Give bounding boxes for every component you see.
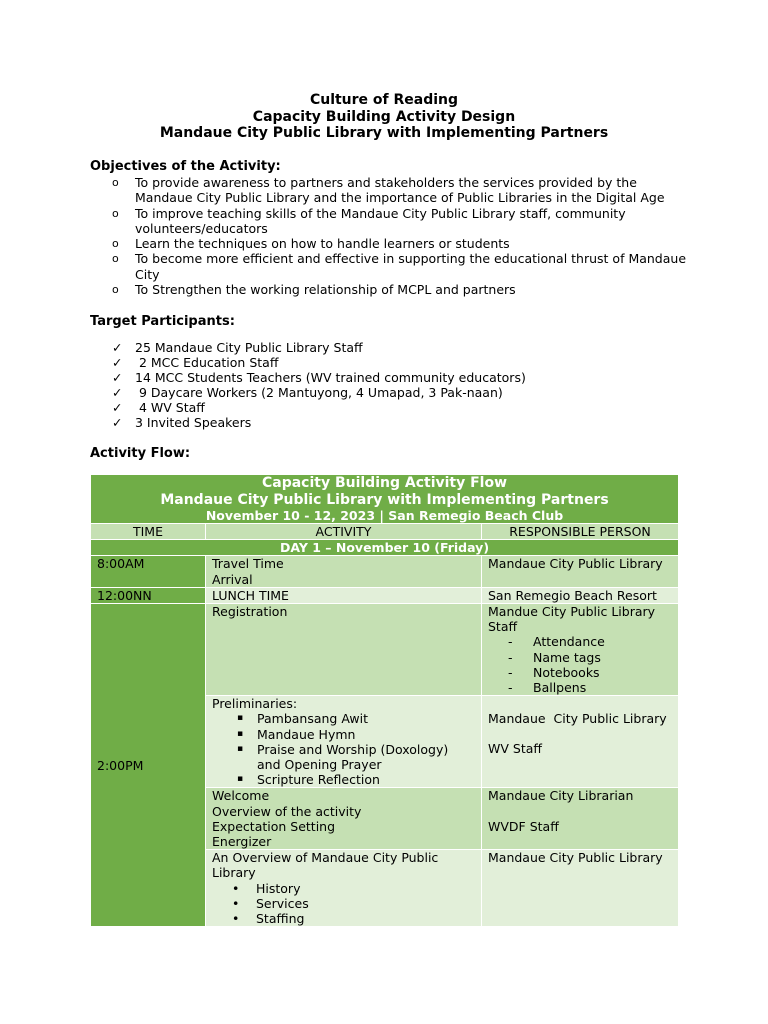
table-row: [91, 604, 679, 696]
table-header-subtitle: Mandaue City Public Library with Implementing Partners: [160, 491, 609, 508]
objectives-heading: Objectives of the Activity:: [90, 159, 281, 174]
list-item: - Attendance: [508, 634, 605, 650]
list-item: ✓ 25 Mandaue City Public Library Staff: [112, 340, 363, 355]
objectives-list: [90, 175, 690, 297]
column-header-activity: ACTIVITY: [206, 524, 482, 540]
list-item: • History: [232, 880, 301, 896]
bullet-marker: o: [112, 283, 119, 297]
column-header-time: TIME: [91, 524, 206, 540]
list-item: ✓ 14 MCC Students Teachers (WV trained community educators): [112, 370, 526, 386]
list-item: ▪ Praise and Worship (Doxology) and Opening Prayer: [237, 741, 449, 773]
activity-cell: Travel Time Arrival: [206, 556, 482, 587]
time-cell: 12:00NN: [91, 587, 206, 603]
list-item: ✓ 2 MCC Education Staff: [112, 355, 279, 371]
list-item: - Notebooks: [508, 664, 600, 680]
table-header: [91, 475, 679, 524]
list-item: ▪ Pambansang Awit: [237, 711, 368, 727]
bullet-marker: o: [112, 176, 119, 189]
table-row: [91, 587, 679, 603]
day-row: [91, 540, 679, 556]
person-cell: Mandaue City Public Library: [482, 850, 679, 927]
person-cell: San Remegio Beach Resort: [482, 587, 679, 603]
person-cell: Mandaue City Public Library WV Staff: [482, 696, 679, 788]
check-icon: ✓: [112, 355, 123, 371]
person-sublist: [488, 634, 672, 695]
time-cell: 2:00PM: [91, 604, 206, 927]
day-label: DAY 1 – November 10 (Friday): [91, 540, 679, 556]
check-icon: ✓: [112, 400, 123, 416]
activity-cell: Welcome Overview of the activity Expectation Setting Energizer: [206, 788, 482, 850]
list-item: o To provide awareness to partners and stakeholders the services provided by the Mandaue City Public Library and the importance of Public Libraries in the Digital Age: [112, 175, 665, 206]
table-column-headers: [91, 524, 679, 540]
list-item: o To Strengthen the working relationship of MCPL and partners: [112, 282, 516, 298]
person-cell: Mandaue City Librarian WVDF Staff: [482, 788, 679, 850]
activity-sublist: [212, 711, 475, 787]
check-icon: ✓: [112, 415, 123, 431]
list-item: - Name tags: [508, 649, 601, 665]
title-line-3: Mandaue City Public Library with Implementing Partners: [159, 125, 609, 141]
list-item: o To become more efficient and effective in supporting the educational thrust of Mandaue City: [112, 251, 687, 282]
list-item: ✓ 4 WV Staff: [112, 400, 205, 416]
bullet-marker: o: [112, 237, 119, 251]
check-icon: ✓: [112, 370, 123, 386]
activity-cell: LUNCH TIME: [206, 587, 482, 603]
person-cell: Mandue City Public Library Staff - Attendance - Name tags - Notebooks - Ballpens: [482, 604, 679, 696]
list-item: • Staffing: [232, 911, 305, 927]
bullet-marker: o: [112, 206, 119, 220]
list-item: o To improve teaching skills of the Mandaue City Public Library staff, community volunteers/educators: [112, 205, 626, 236]
list-item: ▪ Scripture Reflection: [237, 772, 380, 788]
table-row: [91, 556, 679, 587]
activity-cell: An Overview of Mandaue City Public Library • History • Services • Staffing: [206, 850, 482, 927]
check-icon: ✓: [112, 340, 123, 355]
time-cell: 8:00AM: [91, 556, 206, 587]
participants-list: [90, 340, 690, 431]
list-item: ✓ 3 Invited Speakers: [112, 415, 252, 431]
title-line-2: Capacity Building Activity Design: [252, 108, 516, 125]
list-item: • Services: [232, 895, 309, 911]
document-title: [0, 92, 768, 142]
list-item: ✓ 9 Daycare Workers (2 Mantuyong, 4 Umapad, 3 Pak-naan): [112, 385, 503, 401]
list-item: o Learn the techniques on how to handle learners or students: [112, 236, 510, 252]
list-item: ▪ Mandaue Hymn: [237, 726, 356, 742]
table-header-title: Capacity Building Activity Flow: [261, 475, 508, 491]
check-icon: ✓: [112, 385, 123, 401]
activity-cell: Preliminaries: ▪ Pambansang Awit ▪ Mandaue Hymn ▪ Praise and Worship (Doxology) and Opening Prayer ▪ Scripture Reflection: [206, 696, 482, 788]
table-header-dates: November 10 - 12, 2023 | San Remegio Beach Club: [205, 508, 564, 523]
participants-heading: Target Participants:: [90, 314, 235, 329]
list-item: - Ballpens: [508, 680, 587, 696]
activity-sublist: [212, 881, 475, 927]
activity-cell: Registration: [206, 604, 482, 696]
title-line-1: Culture of Reading: [309, 92, 459, 108]
column-header-person: RESPONSIBLE PERSON: [482, 524, 679, 540]
activity-flow-heading: Activity Flow:: [90, 446, 191, 461]
activity-flow-table: [90, 474, 679, 927]
bullet-marker: o: [112, 252, 119, 266]
person-cell: Mandaue City Public Library: [482, 556, 679, 587]
